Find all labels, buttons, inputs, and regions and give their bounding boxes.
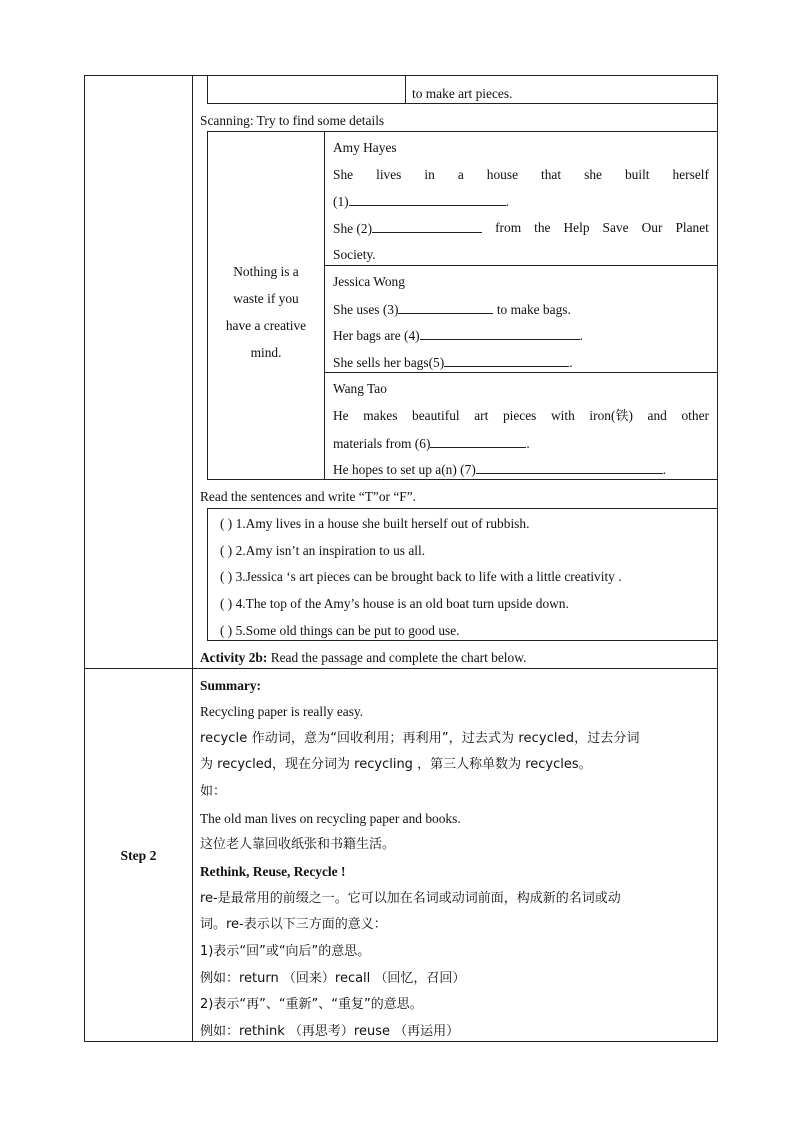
jessica-line2: [333, 327, 583, 344]
answer-blank-6[interactable]: [430, 435, 526, 448]
scan-row2: [324, 372, 718, 373]
word: lives: [376, 167, 402, 182]
period: .: [579, 328, 583, 343]
period: .: [526, 436, 530, 451]
column-divider: [192, 75, 193, 1042]
word: she: [584, 167, 602, 182]
word: in: [424, 167, 435, 182]
period: .: [505, 194, 509, 209]
theme-line: waste if you: [233, 291, 299, 306]
summary-line: 这位老人靠回收纸张和书籍生活。: [200, 837, 396, 852]
tf-intro: Read the sentences and write “T”or “F”.: [200, 489, 417, 504]
outer-border-bottom: [84, 1041, 718, 1042]
prefix-line: 例如：return （回来）recall （回忆，召回）: [200, 971, 466, 986]
tf-left: [207, 508, 208, 641]
answer-blank-2[interactable]: [372, 220, 482, 233]
word: He: [333, 408, 349, 423]
activity-2b: [200, 650, 526, 666]
summary-label: Summary:: [200, 678, 261, 693]
row-divider: [84, 668, 718, 669]
prefix: materials from (6): [333, 436, 431, 451]
amy-line3: [333, 220, 709, 237]
theme-line: have a creative: [225, 318, 307, 333]
period: .: [662, 462, 667, 477]
jessica-name: Jessica Wong: [333, 274, 405, 289]
answer-blank-3[interactable]: [398, 301, 493, 314]
theme-line: mind.: [250, 345, 282, 360]
activity-text: Read the passage and complete the chart below.: [270, 650, 527, 665]
suffix: to make bags.: [496, 302, 571, 317]
word: and: [647, 408, 667, 423]
step-label: Step 2: [120, 848, 157, 863]
top-inner-mid: [405, 75, 406, 104]
amy-line4: Society.: [333, 247, 376, 262]
amy-line1: [333, 167, 709, 183]
tf-item[interactable]: ( ) 5.Some old things can be put to good use.: [220, 623, 460, 638]
word: other: [681, 408, 709, 423]
top-inner-left: [207, 75, 208, 104]
scanning-label: Scanning: Try to find some details: [200, 113, 385, 128]
answer-blank-4[interactable]: [420, 327, 580, 340]
word: Save: [602, 220, 629, 235]
scan-top: [207, 131, 718, 132]
paren: ): [628, 408, 633, 423]
tf-item[interactable]: ( ) 3.Jessica ‘s art pieces can be brought back to life with a little creativity .: [220, 569, 622, 584]
word: Our: [641, 220, 663, 235]
tf-item[interactable]: ( ) 2.Amy isn’t an inspiration to us all.: [220, 543, 426, 558]
prefix-line: 1)表示“回”或“向后”的意思。: [200, 944, 371, 959]
word: art: [474, 408, 489, 423]
scan-row1: [324, 265, 718, 266]
top-inner-bottom: [207, 103, 718, 104]
blank-line: [333, 220, 482, 237]
activity-label: Activity 2b:: [200, 650, 268, 665]
outer-border-right: [717, 75, 718, 1042]
prefix: She (2): [333, 221, 373, 236]
wang-line1: [333, 408, 709, 425]
word: herself: [672, 167, 709, 182]
summary-line: 为 recycled，现在分词为 recycling ，第三人称单数为 recycles。: [200, 757, 592, 772]
word: beautiful: [412, 408, 460, 423]
summary-line: recycle 作动词，意为“回收利用；再利用”，过去式为 recycled，过去分词: [200, 731, 640, 746]
blank-number: (1): [333, 194, 349, 209]
wang-line3: [333, 461, 666, 478]
word: the: [534, 220, 551, 235]
prefix-line: 词。re-表示以下三方面的意义：: [200, 917, 387, 932]
theme-line: Nothing is a: [233, 264, 299, 279]
prefix: Her bags are (4): [333, 328, 420, 343]
rethink-heading: Rethink, Reuse, Recycle !: [200, 864, 346, 879]
summary-line: 如：: [200, 784, 227, 799]
summary-line: The old man lives on recycling paper and books.: [200, 811, 461, 826]
outer-border-top: [84, 75, 718, 76]
word: Planet: [675, 220, 709, 235]
tf-top: [207, 508, 718, 509]
iron-zh: 铁: [615, 409, 629, 424]
amy-line2: [333, 193, 509, 210]
wang-name: Wang Tao: [333, 381, 387, 396]
amy-name: Amy Hayes: [333, 140, 397, 155]
prefix-line: 2)表示“再”、“重新”、“重复”的意思。: [200, 997, 423, 1012]
word: [589, 408, 633, 425]
word: built: [624, 167, 650, 182]
word: a: [457, 167, 464, 182]
jessica-line3: [333, 354, 573, 371]
word: She: [333, 167, 354, 182]
wang-line2: [333, 435, 530, 452]
scan-bottom: [207, 479, 718, 480]
word: with: [551, 408, 575, 423]
prefix: He hopes to set up a(n) (7): [333, 462, 476, 477]
answer-blank-5[interactable]: [444, 354, 569, 367]
word: house: [486, 167, 519, 182]
theme-cell: [208, 258, 324, 366]
word: that: [541, 167, 562, 182]
word: pieces: [502, 408, 537, 423]
prefix-line: 例如：rethink （再思考）reuse （再运用）: [200, 1024, 460, 1039]
word: Help: [563, 220, 590, 235]
prefix: She uses (3): [333, 302, 399, 317]
answer-blank-1[interactable]: [349, 193, 506, 206]
summary-line: Recycling paper is really easy.: [200, 704, 364, 719]
prefix-line: re-是最常用的前缀之一。它可以加在名词或动词前面，构成新的名词或动: [200, 891, 621, 906]
outer-border-left: [84, 75, 85, 1042]
period: .: [569, 355, 573, 370]
tf-item[interactable]: ( ) 4.The top of the Amy’s house is an old boat turn upside down.: [220, 596, 569, 611]
answer-blank-7[interactable]: [476, 461, 663, 474]
jessica-line1: [333, 301, 571, 318]
word: from: [495, 220, 522, 235]
tf-item[interactable]: ( ) 1.Amy lives in a house she built herself out of rubbish.: [220, 516, 530, 531]
word: makes: [363, 408, 398, 423]
iron: iron(: [589, 408, 616, 423]
tf-bottom: [207, 640, 718, 641]
scan-mid: [324, 131, 325, 480]
top-row-cell-text: to make art pieces.: [412, 86, 513, 101]
prefix: She sells her bags(5): [333, 355, 445, 370]
